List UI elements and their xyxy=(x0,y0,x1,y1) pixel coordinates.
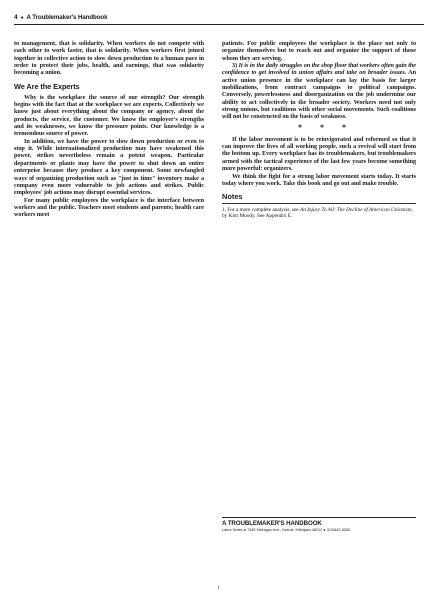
section-break-stars: * * * xyxy=(298,122,354,132)
footer-title: A TROUBLEMAKER'S HANDBOOK xyxy=(222,520,322,527)
paragraph-point-3 xyxy=(222,62,416,121)
header-bullet: ● xyxy=(20,14,24,21)
paragraph-continued: to management, that is solidarity. When workers do not compete with each other to work faster, that is solidarity. When workers first joined together in collective action to slow down production to a human pace in order to protect their jobs, health, and earnings, that was solidarity becoming a union. xyxy=(14,40,204,77)
left-column xyxy=(14,40,204,219)
point-label: 3) xyxy=(232,62,238,70)
scan-artifact xyxy=(218,586,219,589)
footnote xyxy=(222,207,416,220)
header-rule xyxy=(14,24,424,25)
notes-heading: Notes xyxy=(222,192,243,202)
page-footer xyxy=(222,517,416,532)
footnote-book-title: An Injury To All: The Decline of American Unionism, xyxy=(299,207,413,214)
paragraph: If the labor movement is to be reinvigorated and reformed so that it can improve the lives of all working people, such a revival will start from the bottom up. Every workplace has its troublemakers, but troublemakers armed with the tactical experience of the last few years become something more powerful: organizers. xyxy=(222,135,416,173)
page-number: 4 xyxy=(14,14,18,21)
footer-rule xyxy=(222,517,416,518)
paragraph: Why is the workplace the source of our strength? Our strength begins with the fact that at the workplace we are experts. Collectively we know just about everything about the company or agency, about the products, the service, the customer. We know the employer's strengths and its weaknesses, we know the pressure points. Our knowledge is a tremendous source of power. xyxy=(14,93,204,138)
paragraph-text: An active union presence in the workplace can lay the basis for larger mobilizations, from contract campaigns to political campaigns. Conversely, powerlessness and disorganization on the job undermine our ability to act collectively in the broader society. Workers need not only strong unions, but coalitions with other social movements. Such coalitions will not be constructed on the basis of weakness. xyxy=(222,69,416,121)
footer-address: Labor Notes ● 7435 Michigan Ave., Detroit, Michigan 48210 ● 313/842-6262 xyxy=(222,528,351,532)
paragraph-continued: patients. For public employees the workplace is the place not only to organize themselves but to reach out and organize the support of those whom they are serving. xyxy=(222,40,416,62)
running-title: A Troublemaker's Handbook xyxy=(26,14,108,21)
paragraph: We think the fight for a strong labor movement starts today. It starts today where you work. Take this book and go out and make trouble. xyxy=(222,172,416,187)
notes-rule xyxy=(222,203,416,204)
paragraph: In addition, we have the power to slow down production or even to stop it. While internationalized production may have weakened this power, strikes nevertheless remain a potent weapon. Particular departments or plants may have the power to shut down an entire enterprise because they produce a key component. Some newfangled ways of organizing production such as "just in time" inventory make a company even more vulnerable to job actions and strikes. Public employees' job actions may disrupt essential services. xyxy=(14,137,204,197)
emphasis-text: It is in the daily struggles on the shop floor that workers often gain the confidence to get involved in union affairs and take on broader issues. xyxy=(222,62,416,77)
footnote-suffix: by Kim Moody. See Appendix E. xyxy=(222,213,293,220)
footnote-prefix: 1. For a more complete analysis, see xyxy=(222,207,299,214)
section-heading: We Are the Experts xyxy=(14,81,80,91)
right-column xyxy=(222,40,416,220)
running-header xyxy=(14,14,424,21)
paragraph: For many public employees the workplace is the interface between workers and the public. Teachers meet students and parents; health care workers meet xyxy=(14,196,204,219)
